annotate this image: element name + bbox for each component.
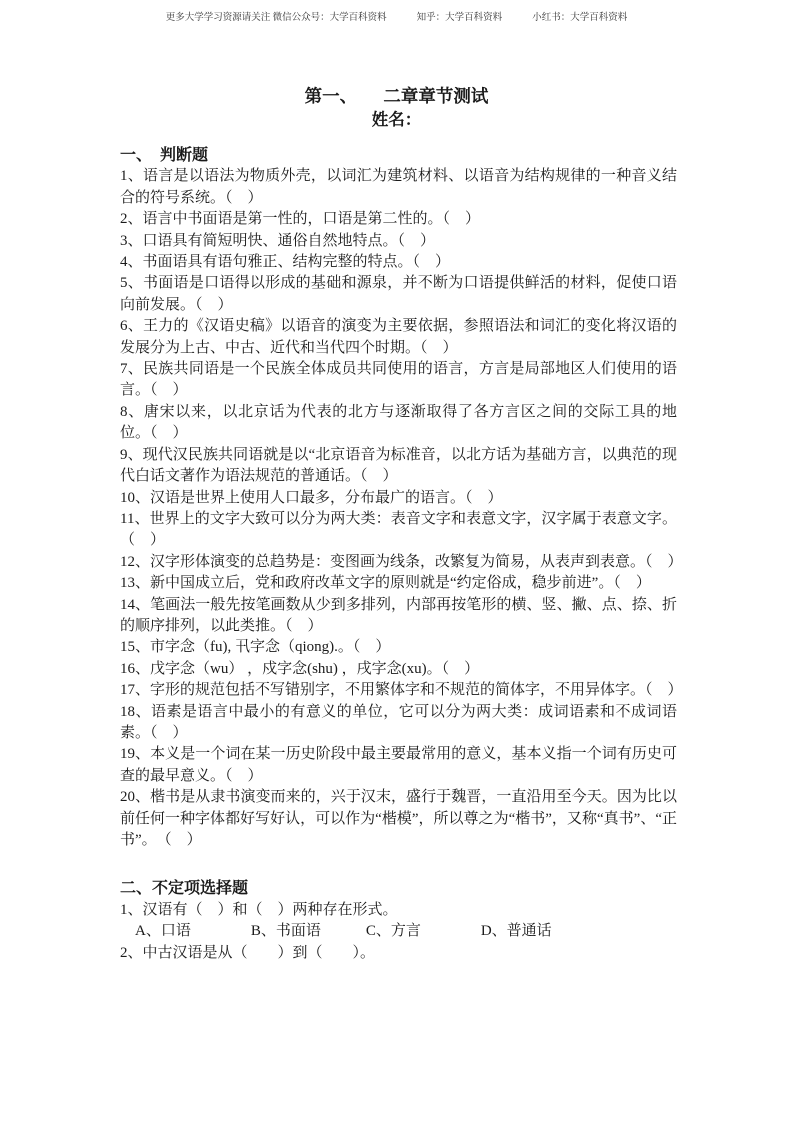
doc-title: 第一、 二章章节测试 [304, 86, 489, 106]
question-item: 1、语言是以语法为物质外壳，以词汇为建筑材料、以语音为结构规律的一种音义结合的符号系统。（ ） [120, 168, 677, 206]
question-item: 6、王力的《汉语史稿》以语音的演变为主要依据，参照语法和词汇的变化将汉语的发展分为上古、中古、近代和当代四个时期。（ ） [120, 318, 677, 356]
choice-question-line: 2、中古汉语是从（ ）到（ ）。 [120, 944, 376, 961]
question-item: 20、楷书是从隶书演变而来的，兴于汉末，盛行于魏晋，一直沿用至今天。因为比以前任何一种字体都好写好认，可以作为“楷模”，所以尊之为“楷书”，又称“真书”、“正书”。 （ ） [120, 789, 677, 848]
header-xiaohongshu-note: 小红书：大学百科资料 [532, 13, 628, 23]
question-item: 19、本义是一个词在某一历史阶段中最主要最常用的意义，基本义指一个词有历史可查的最早意义。（ ） [120, 746, 677, 784]
question-item: 3、口语具有简短明快、通俗自然地特点。（ ） [120, 232, 436, 249]
question-item: 18、语素是语言中最小的有意义的单位，它可以分为两大类：成词语素和不成词语素。（ ） [120, 703, 677, 741]
section-2-heading: 二、不定项选择题 [120, 880, 249, 898]
question-item: 16、戊字念（wu） ，戍字念(shu) ，戌字念(xu)。（ ） [120, 660, 480, 677]
judgment-question-list [120, 166, 683, 851]
question-item: 10、汉语是世界上使用人口最多，分布最广的语言。（ ） [120, 489, 503, 506]
question-item: 2、语言中书面语是第一性的，口语是第二性的。（ ） [120, 211, 481, 228]
question-item: 5、书面语是口语得以形成的基础和源泉，并不断为口语提供鲜活的材料，促使口语向前发展。（ ） [120, 275, 677, 313]
choice-question-list [120, 900, 677, 964]
question-item: 13、新中国成立后，党和政府改革文字的原则就是“约定俗成，稳步前进”。（ ） [120, 575, 651, 592]
header-zhihu-note: 知乎：大学百科资料 [416, 13, 503, 23]
choice-question-line: A、口语 B、书面语 C、方言 D、普通话 [120, 923, 552, 940]
name-label: 姓名： [371, 111, 422, 129]
question-item: 4、书面语具有语句雅正、结构完整的特点。（ ） [120, 254, 451, 271]
question-item: 8、唐宋以来，以北京话为代表的北方与逐渐取得了各方言区之间的交际工具的地位。（ ） [120, 403, 677, 442]
section-1-heading: 一、 判断题 [120, 147, 209, 164]
question-item: 12、汉字形体演变的总趋势是：变图画为线条，改繁复为简易，从表声到表意。（ ） [120, 553, 683, 570]
doc-body [120, 145, 683, 964]
question-item: 15、市字念（fu), 卂字念（qiong).。（ ） [120, 639, 391, 656]
header-wechat-note: 更多大学学习资源请关注 微信公众号：大学百科资料 [165, 13, 387, 23]
choice-question-line: 1、汉语有（ ）和（ ）两种存在形式。 [120, 901, 398, 918]
question-item: 17、字形的规范包括不写错别字，不用繁体字和不规范的简体字，不用异体字。（ ） [120, 682, 683, 699]
question-item: 9、现代汉民族共同语就是以“北京语音为标准音，以北方话为基础方言，以典范的现代白话文著作为语法规范的普通话。（ ） [120, 446, 677, 485]
question-item: 7、民族共同语是一个民族全体成员共同使用的语言，方言是局部地区人们使用的语言。（ ） [120, 361, 677, 399]
question-item: 14、笔画法一般先按笔画数从少到多排列，内部再按笔形的横、竖、撇、点、捺、折的顺序排列，以此类推。（ ） [120, 596, 677, 634]
question-item: 11、世界上的文字大致可以分为两大类：表音文字和表意文字，汉字属于表意文字。（ ） [120, 510, 677, 549]
page-header [0, 9, 793, 23]
